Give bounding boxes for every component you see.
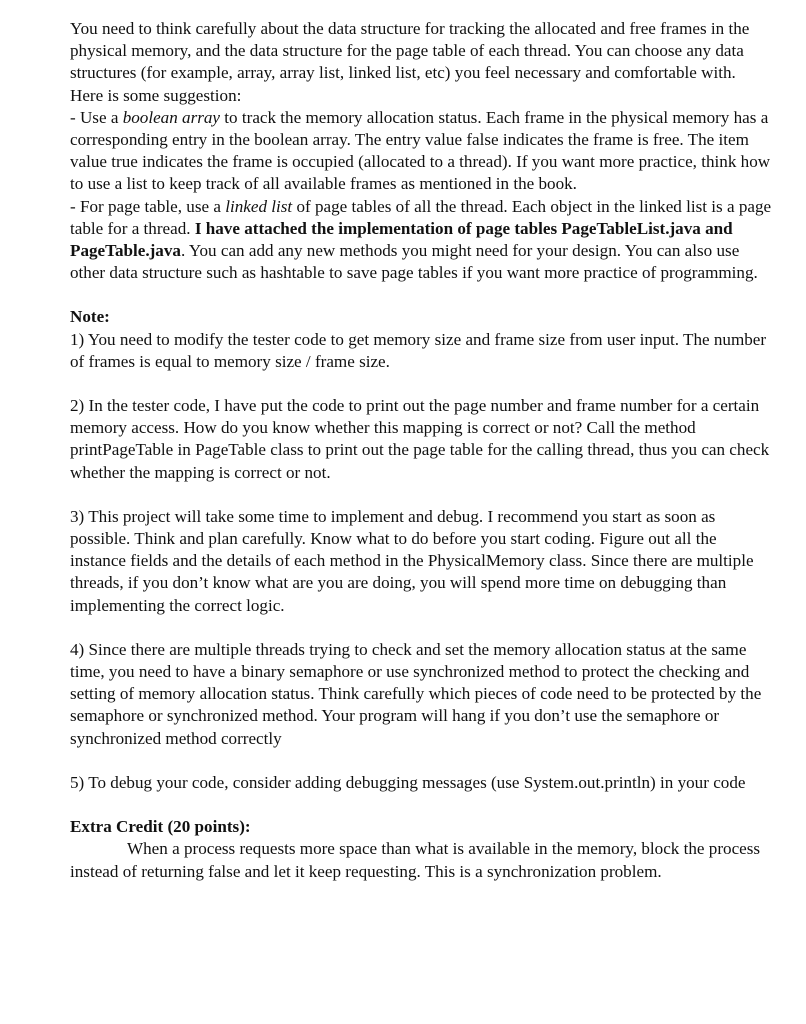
suggestion-boolean-array	[70, 107, 775, 196]
note-item-1: 1) You need to modify the tester code to get memory size and frame size from user input. The number of frames is equal to memory size / frame size.	[70, 329, 767, 371]
spacer	[70, 750, 775, 772]
suggestion-linked-list-lead: - For page table, use a	[70, 196, 226, 216]
linked-list-term: linked list	[225, 196, 293, 216]
note-heading-text: Note:	[70, 307, 110, 327]
note-item-5: 5) To debug your code, consider adding debugging messages (use System.out.println) in your code	[70, 772, 746, 792]
suggestion-linked-list	[70, 196, 775, 285]
suggestion-heading: Here is some suggestion:	[70, 85, 242, 105]
document-page	[70, 18, 775, 883]
note-item-3: 3) This project will take some time to implement and debug. I recommend you start as soon as possible. Think and plan carefully. Know what to do before you start coding. Figure out all the instance fields and the details of each method in the PhysicalMemory class. Since there are multiple threads, if you don’t know what are you are doing, you will spend more time on debugging than implementing the correct logic.	[70, 506, 754, 615]
note-item-2: 2) In the tester code, I have put the code to print out the page number and frame number for a certain memory access. How do you know whether this mapping is correct or not? Call the method printPageTable in PageTable class to print out the page table for the calling thread, thus you can check whether the mapping is correct or not.	[70, 396, 770, 482]
spacer	[70, 284, 775, 306]
note-item-4: 4) Since there are multiple threads trying to check and set the memory allocation status at the same time, you need to have a binary semaphore or use synchronized method to protect the checking and setting of memory allocation status. Think carefully which pieces of code need to be protected by the semaphore or synchronized method. Your program will hang if you don’t use the semaphore or synchronized method correctly	[70, 639, 762, 748]
note-heading	[70, 306, 775, 328]
spacer	[70, 617, 775, 639]
extra-credit-body: When a process requests more space than what is available in the memory, block the process instead of returning false and let it keep requesting. This is a synchronization problem.	[70, 839, 761, 881]
spacer	[70, 794, 775, 816]
suggestion-linked-list-tail: . You can add any new methods you might need for your design. You can also use other data structure such as hashtable to save page tables if you want more practice of programming.	[70, 241, 758, 283]
spacer	[70, 484, 775, 506]
suggestion-linked-list-text: of page tables of all the thread. Each object in the linked list is a page table for a thread.	[70, 196, 772, 238]
boolean-array-term: boolean array	[122, 107, 221, 127]
intro-paragraph: You need to think carefully about the data structure for tracking the allocated and free frames in the physical memory, and the data structure for the page table of each thread. You can choose any data structures (for example, array, array list, linked list, etc) you feel necessary and comfortable with.	[70, 19, 750, 83]
spacer	[70, 373, 775, 395]
extra-credit-heading-text: Extra Credit (20 points):	[70, 817, 251, 837]
suggestion-boolean-array-text: to track the memory allocation status. Each frame in the physical memory has a corresponding entry in the boolean array. The entry value false indicates the frame is free. The item value true indicates the frame is occupied (allocated to a thread). If you want more practice, think how to use a list to keep track of all available frames as mentioned in the book.	[70, 107, 771, 194]
suggestion-boolean-array-lead: - Use a	[70, 107, 123, 127]
attached-files-note: I have attached the implementation of page tables PageTableList.java and PageTable.java	[70, 218, 733, 261]
extra-credit-heading	[70, 816, 775, 838]
